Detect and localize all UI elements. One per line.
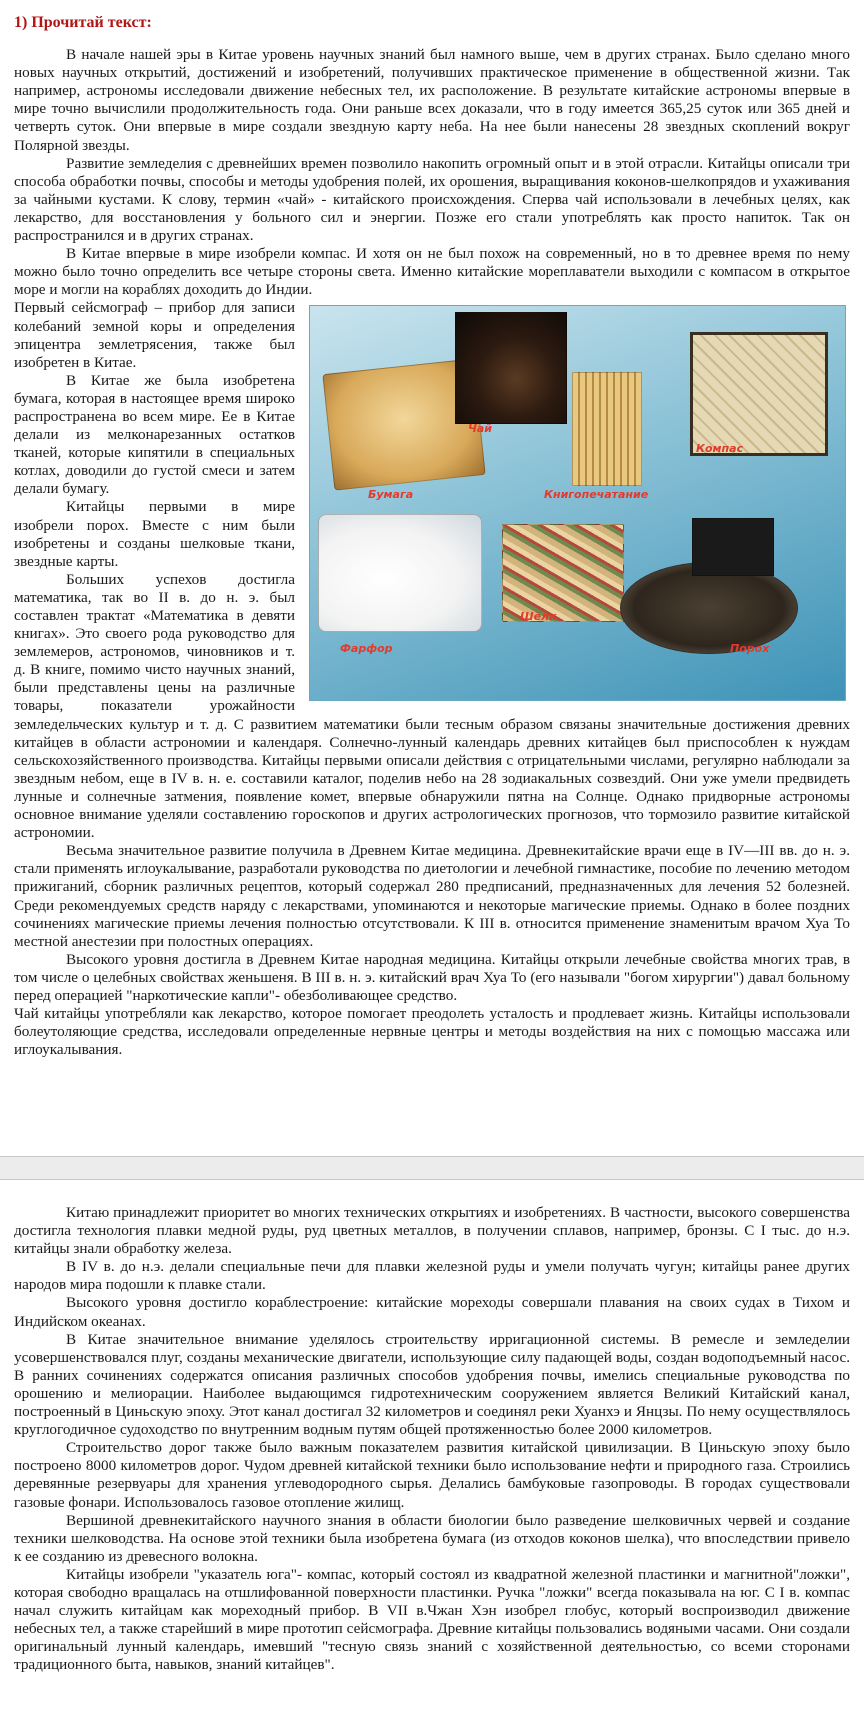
paragraph-irrigation: В Китае значительное внимание уделялось строительству ирригационной системы. В ремесле и земледелии усовершенствовался плуг, созданы механические двигатели, использующие силу падающей воды, создан водоподъемный насос. В ранних сочинениях содержатся описания различных способов удобрения почвы, имелись специальные руководства по орошению и мелиорации. Наиболее выдающимся гидротехническим сооружением является Великий Китайский канал, построенный в Циньскую эпоху. Этот канал достигал 32 километров и соединял реки Хуанхэ и Янцзы. По нему осуществлялось круглогодичное судоходство по внутренним водным путям общей протяженностью более 2000 километров. <box>14 1330 850 1439</box>
tea-label: Чай <box>468 422 493 436</box>
silk-label: Шёлк <box>520 610 557 624</box>
paragraph-agriculture: Развитие земледелия с древнейших времен позволило накопить огромный опыт и в этой отрасли. Китайцы описали три способа обработки почвы, способы и методы удобрения полей, их орошения, выращивания коконов-шелкопрядов и ухаживания за чайными кустами. К слову, термин «чай» - китайского происхождения. Сперва чай использовали в лечебных целях, как лекарство, для восстановления у больного сил и энергии. Позже его стали употреблять как просто напиток. Так он распространился и в других странах. <box>14 154 850 245</box>
paragraph-folk-medicine: Высокого уровня достигла в Древнем Китае народная медицина. Китайцы открыли лечебные свойства многих трав, в том числе о целебных свойствах женьшеня. В III в. н. э. китайский врач Хуа То (его называли "богом хирургии") давал больному перед операцией "наркотические капли"- обезболивающее средство. <box>14 950 850 1004</box>
tea-image <box>455 312 567 424</box>
top-content <box>0 14 864 1059</box>
paragraph-sericulture: Вершиной древнекитайского научного знания в области биологии было разведение шелковичных червей и создание техники шелководства. На основе этой техники была изобретена бумага (из отходов коконов шелка), что впоследствии привело к ее созданию из древесного волокна. <box>14 1511 850 1565</box>
book-printing-label: Книгопечатание <box>544 488 649 502</box>
paragraph-shipbuilding: Высокого уровня достигло кораблестроение: китайские мореходы совершали плавания на своих судах в Тихом и Индийском океанах. <box>14 1294 850 1330</box>
task-heading: 1) Прочитай текст: <box>14 14 152 31</box>
paragraph-medicine: Весьма значительное развитие получила в Древнем Китае медицина. Древнекитайские врачи еще в IV—III вв. до н. э. стали применять иглоукалывание, разработали руководства по диетологии и лечебной гимнастике, пособие по лечению методом прижиганий, сборник различных рецептов, который содержал 280 предписаний, предназначенных для лечения 52 болезней. Среди рекомендуемых средств наряду с лекарствами, упоминаются и некоторые магические приемы. Однако в более поздних сочинениях магические приемы лечения полностью отсутствовали. К III в. относится применение знаменитым врачом Хуа То местной анестезии при полостных операциях. <box>14 842 850 950</box>
gunpowder-jar-image <box>692 518 774 576</box>
paragraph-compass: В Китае впервые в мире изобрели компас. И хотя он не был похож на современный, но в то древнее время по нему можно было точно определить все четыре стороны света. Именно китайские мореплаватели выходили с компасом в открытое море и могли на кораблях доходить до Индии. <box>14 245 850 299</box>
paper-label: Бумага <box>368 488 414 502</box>
gunpowder-label: Порох <box>730 642 770 656</box>
porcelain-image <box>318 514 482 632</box>
paragraph-roads: Строительство дорог также было важным показателем развития китайской цивилизации. В Циньскую эпоху было построено 8000 километров дорог. Чудом древней китайской техники было использование нефти и природного газа. Строились деревянные резервуары для хранения углеводородного сырья. Делались бамбуковые газопроводы. В городах существовали газовые фонари. Использовалось газовое отопление жилищ. <box>14 1439 850 1511</box>
paragraph-paper: В Китае же была изобретена бумага, которая в настоящее время широко распространена во всем мире. Ее в Китае делали из мелконарезанных остатков тканей, которые кипятили в специальных котлах, доводили до густой смеси и затем делали бумагу. <box>14 371 295 498</box>
paragraph-mathematics: Больших успехов достигла математика, так во II в. до н. э. был составлен трактат «Математика в девяти книгах». Это своего рода руководство для землемеров, астрономов, чиновников и т. д. В книге, помимо чисто научных знаний, были представлены цены на различные товары, показатели урожайности земледельческих культур и т. д. С развитием математики были тесным образом связаны значительные достижения древних китайцев в области астрономии и календаря. Солнечно-лунный календарь древних китайцев был приспособлен к нуждам сельскохозяйственного производства. Китайцы первыми описали действия с отрицательными числами, регулярно наблюдали за звездным небом, еще в IV в. н. е. составили каталог, поделив небо на 28 зодиакальных созвездий. Они уже умели предвидеть лунные и солнечные затмения, появление комет, впервые обнаружили пятна на Солнце. Однако придворные астрономы основное внимание уделяли составлению гороскопов и других астрологических прогнозов, что тормозило развитие китайской астрономии. <box>14 570 850 842</box>
book-printing-image <box>572 372 642 486</box>
page-break <box>0 1156 864 1180</box>
compass-label: Компас <box>696 442 744 456</box>
porcelain-label: Фарфор <box>340 642 393 656</box>
paragraph-tea-medicine: Чай китайцы употребляли как лекарство, которое помогает преодолеть усталость и продлевает жизнь. Китайцы использовали болеутоляющие средства, исследовали определенные нервные центры и методы воздействия на них с помощью массажа или иглоукалывания. <box>14 1005 850 1059</box>
bottom-content <box>0 1180 864 1674</box>
paragraph-gunpowder: Китайцы первыми в мире изобрели порох. Вместе с ним были изобретены и созданы шелковые ткани, звездные карты. <box>14 498 295 570</box>
inventions-collage <box>309 305 846 701</box>
paragraph-south-pointer: Китайцы изобрели "указатель юга"- компас, который состоял из квадратной железной пластинки и магнитной"ложки", которая свободно вращалась на отшлифованной поверхности пластинки. Ручка "ложки" всегда показывала на юг. С I в. компас начал служить китайцам как мореходный прибор. В VII в.Чжан Хэн изобрел глобус, который воспроизводил движение небесных тел, а также старейший в мире прототип сейсмографа. Древние китайцы пользовались водяными часами. Они создали оригинальный лунный календарь, имевший "тесную связь знаний с хозяйственной деятельностью, со всеми сторонами традиционного быта, навыков, знаний китайцев". <box>14 1565 850 1674</box>
document-sheet-bottom <box>0 1180 864 1718</box>
paragraph-cast-iron: В IV в. до н.э. делали специальные печи для плавки железной руды и умели получать чугун; китайцы ранее других народов мира подошли к плавке стали. <box>14 1258 850 1294</box>
paragraph-science: В начале нашей эры в Китае уровень научных знаний был намного выше, чем в других странах. Было сделано много новых научных открытий, достижений и изобретений, получивших практическое применение в общественной жизни. Так например, астрономы исследовали движение небесных тел, их расположение. В результате китайские астрономы впервые в мире точно вычислили продолжительность года. Они раньше всех доказали, что в году имеется 365,25 суток или 365 дней и четверть суток. Они впервые в мире создали звездную карту неба. На нее были нанесены 28 звездных скоплений вокруг Полярной звезды. <box>14 46 850 154</box>
paragraph-seismograph: Первый сейсмограф – прибор для записи колебаний земной коры и определения эпицентра землетрясения, также был изобретен в Китае. <box>14 299 295 371</box>
compass-image <box>690 332 828 456</box>
paragraph-metallurgy: Китаю принадлежит приоритет во многих технических открытиях и изобретениях. В частности, высокого совершенства достигла технология плавки медной руды, руд цветных металлов, в получении сплавов, например, бронзы. С I тыс. до н.э. китайцы знали обработку железа. <box>14 1204 850 1258</box>
